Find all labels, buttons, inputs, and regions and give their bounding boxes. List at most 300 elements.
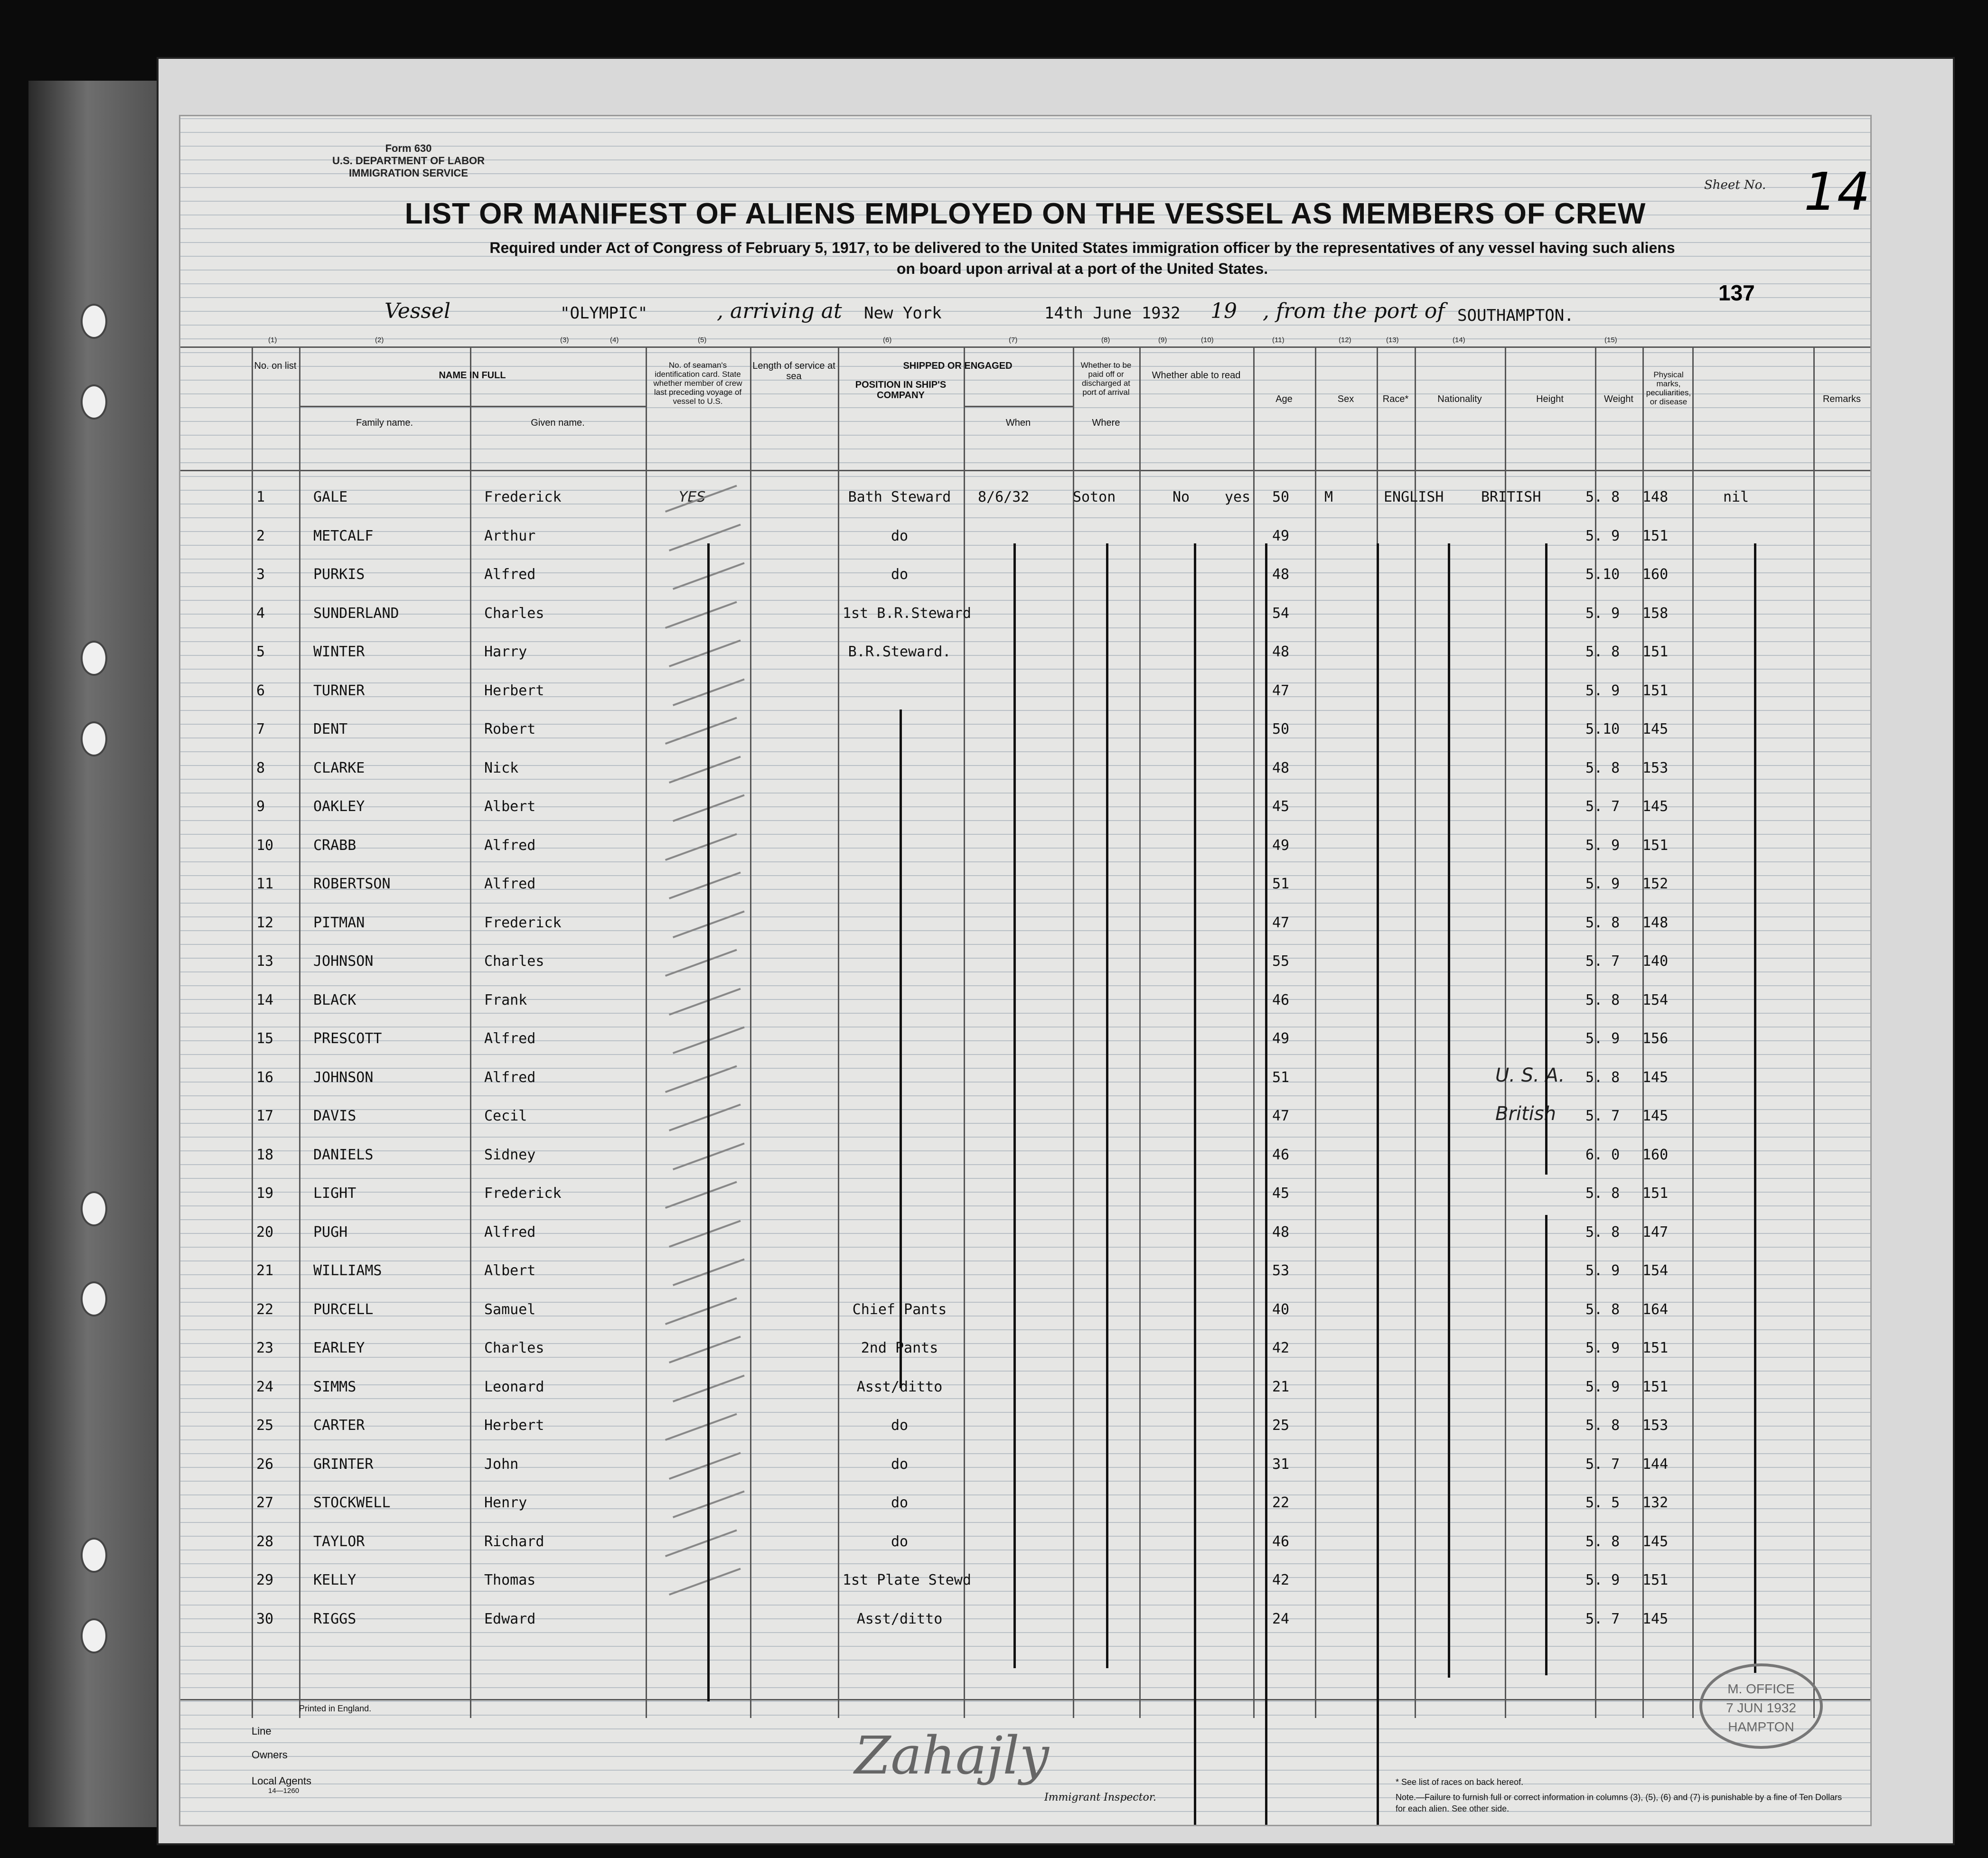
page-title: LIST OR MANIFEST OF ALIENS EMPLOYED ON THE VESSEL AS MEMBERS OF CREW — [404, 197, 1646, 230]
agents-label: Local Agents — [252, 1775, 311, 1787]
weight: 151 — [1642, 1378, 1669, 1395]
weight: 145 — [1642, 1533, 1669, 1550]
weight: 153 — [1642, 759, 1669, 776]
table-row — [180, 1258, 1870, 1297]
shipped-when: 8/6/32 — [978, 489, 1030, 505]
height: 5.10 — [1585, 566, 1620, 583]
row-number: 28 — [256, 1533, 274, 1550]
age: 48 — [1272, 644, 1290, 660]
height: 5. 5 — [1585, 1494, 1620, 1511]
weight: 151 — [1642, 837, 1669, 854]
height: 5. 7 — [1585, 1610, 1620, 1627]
position: do — [891, 1533, 909, 1550]
height: 5.10 — [1585, 721, 1620, 738]
row-number: 4 — [256, 605, 265, 622]
table-row — [180, 716, 1870, 755]
table-row — [180, 755, 1870, 794]
family-name: LIGHT — [313, 1185, 356, 1202]
weight: 145 — [1642, 798, 1669, 815]
table-row — [180, 1219, 1870, 1258]
family-name: WILLIAMS — [313, 1262, 382, 1279]
table-row — [180, 1103, 1870, 1142]
position: Chief Pants — [852, 1301, 947, 1318]
weight: 151 — [1642, 644, 1669, 660]
crew-table — [180, 336, 1870, 1718]
serial-number: 137 — [1718, 280, 1755, 305]
family-name: PRESCOTT — [313, 1030, 382, 1047]
sex: M — [1324, 489, 1333, 505]
weight: 145 — [1642, 721, 1669, 738]
given-name: Charles — [484, 1340, 544, 1356]
col-number: (7) — [1009, 336, 1018, 344]
age: 40 — [1272, 1301, 1290, 1318]
weight: 158 — [1642, 605, 1669, 622]
family-name: GALE — [313, 489, 348, 505]
weight: 154 — [1642, 1262, 1669, 1279]
family-name: WINTER — [313, 644, 365, 660]
header-age: Age — [1275, 394, 1293, 404]
date-stamp — [1699, 1663, 1823, 1749]
height: 5. 9 — [1585, 1340, 1620, 1356]
header-position: POSITION IN SHIP'S COMPANY — [855, 380, 947, 401]
weight: 148 — [1642, 914, 1669, 931]
age: 46 — [1272, 1533, 1290, 1550]
penalty-note: Note.—Failure to furnish full or correct information in columns (3), (5), (6) and (7) is punishable by a fine of Ten Dollars for each alien. See other side. — [1396, 1793, 1842, 1813]
position: do — [891, 1417, 909, 1434]
position: B.R.Steward. — [848, 644, 951, 660]
row-number: 14 — [256, 991, 274, 1008]
family-name: STOCKWELL — [313, 1494, 391, 1511]
table-row — [180, 600, 1870, 639]
position: 1st Plate Stewd — [843, 1572, 971, 1588]
table-row — [180, 1490, 1870, 1529]
family-name: JOHNSON — [313, 1069, 374, 1086]
table-row — [180, 910, 1870, 949]
height: 5. 8 — [1585, 1301, 1620, 1318]
table-row — [180, 1064, 1870, 1103]
table-row — [180, 1529, 1870, 1568]
paid-off: No — [1172, 489, 1190, 505]
col-number: (9) — [1158, 336, 1167, 344]
col-number: (15) — [1604, 336, 1617, 344]
position: 1st B.R.Steward — [843, 605, 971, 622]
header-height: Height — [1536, 394, 1564, 404]
given-name: Frederick — [484, 914, 562, 931]
family-name: PUGH — [313, 1223, 348, 1241]
row-number: 7 — [256, 721, 265, 738]
row-number: 23 — [256, 1340, 274, 1356]
races-note: * See list of races on back hereof. — [1396, 1777, 1524, 1787]
given-name: Alfred — [484, 1069, 536, 1086]
sheet-label: Sheet No. — [1704, 178, 1766, 192]
subtitle-line-1: Required under Act of Congress of February 5, 1917, to be delivered to the United States immigration officer by the representatives of any vessel having such aliens — [489, 239, 1675, 256]
height: 5. 9 — [1585, 527, 1620, 544]
row-number: 19 — [256, 1185, 274, 1202]
table-row — [180, 1451, 1870, 1490]
header-race: Race* — [1382, 394, 1409, 404]
height: 5. 8 — [1585, 1223, 1620, 1241]
row-number: 13 — [256, 953, 274, 970]
height: 5. 9 — [1585, 1378, 1620, 1395]
family-name: RIGGS — [313, 1610, 356, 1627]
family-name: CRABB — [313, 837, 356, 854]
weight: 152 — [1642, 876, 1669, 892]
row-number: 16 — [256, 1069, 274, 1086]
given-name: Edward — [484, 1610, 536, 1627]
age: 48 — [1272, 1223, 1290, 1241]
table-row — [180, 871, 1870, 910]
physical-marks: nil — [1723, 489, 1749, 505]
family-name: TAYLOR — [313, 1533, 365, 1550]
row-number: 11 — [256, 876, 274, 892]
row-number: 22 — [256, 1301, 274, 1318]
given-name: Henry — [484, 1494, 527, 1511]
row-number: 17 — [256, 1108, 274, 1124]
given-name: Robert — [484, 721, 536, 738]
inspector-signature: Zahajly — [854, 1725, 1049, 1786]
check-mark-icon — [658, 467, 737, 513]
height: 5. 8 — [1585, 1185, 1620, 1202]
given-name: Harry — [484, 644, 527, 660]
position: do — [891, 527, 909, 544]
arriving-label: , arriving at — [717, 299, 842, 323]
table-row — [180, 832, 1870, 871]
given-name: Alfred — [484, 876, 536, 892]
weight: 151 — [1642, 527, 1669, 544]
family-name: DAVIS — [313, 1108, 356, 1124]
family-name: KELLY — [313, 1572, 356, 1588]
family-name: SUNDERLAND — [313, 605, 399, 622]
col-number: (8) — [1101, 336, 1110, 344]
height: 5. 8 — [1585, 1069, 1620, 1086]
age: 42 — [1272, 1572, 1290, 1588]
given-name: Frank — [484, 991, 527, 1008]
form-number: Form 630 — [385, 142, 432, 154]
table-row — [180, 987, 1870, 1026]
given-name: Herbert — [484, 1417, 544, 1434]
height: 5. 8 — [1585, 1533, 1620, 1550]
line-label: Line — [252, 1725, 272, 1737]
weight: 164 — [1642, 1301, 1669, 1318]
given-name: Frederick — [484, 489, 562, 505]
height: 5. 9 — [1585, 682, 1620, 699]
able-to-read: yes — [1225, 489, 1251, 505]
table-row — [180, 1180, 1870, 1219]
row-number: 15 — [256, 1030, 274, 1047]
row-number: 29 — [256, 1572, 274, 1588]
weight: 156 — [1642, 1030, 1669, 1047]
table-row — [180, 1026, 1870, 1064]
given-name: Charles — [484, 605, 544, 622]
given-name: John — [484, 1456, 519, 1473]
weight: 148 — [1642, 489, 1669, 505]
punch-hole — [81, 1281, 107, 1316]
height: 5. 8 — [1585, 914, 1620, 931]
age: 55 — [1272, 953, 1290, 970]
punch-hole — [81, 304, 107, 339]
family-name: GRINTER — [313, 1456, 374, 1473]
family-name: EARLEY — [313, 1340, 365, 1356]
row-number: 21 — [256, 1262, 274, 1279]
height: 5. 7 — [1585, 1456, 1620, 1473]
table-row — [180, 948, 1870, 987]
weight: 160 — [1642, 1146, 1669, 1163]
inspector-label: Immigrant Inspector. — [1044, 1792, 1156, 1803]
age: 49 — [1272, 527, 1290, 544]
row-number: 10 — [256, 837, 274, 854]
family-name: DENT — [313, 721, 348, 738]
header-length-service: Length of service at sea — [752, 361, 835, 382]
height: 5. 9 — [1585, 1572, 1620, 1588]
col-number: (10) — [1201, 336, 1214, 344]
form-header — [332, 142, 485, 179]
given-name: Thomas — [484, 1572, 536, 1588]
header-seaman-card: No. of seaman's identification card. State whether member of crew last preceding voyage of vessel to U.S. — [653, 361, 742, 406]
age: 45 — [1272, 1185, 1290, 1202]
table-row — [180, 1142, 1870, 1181]
shipped-where: Soton — [1073, 489, 1116, 505]
row-number: 8 — [256, 759, 265, 776]
row-number: 24 — [256, 1378, 274, 1395]
age: 22 — [1272, 1494, 1290, 1511]
age: 45 — [1272, 798, 1290, 815]
age: 48 — [1272, 759, 1290, 776]
family-name: JOHNSON — [313, 953, 374, 970]
position: Bath Steward — [848, 489, 951, 505]
height: 5. 9 — [1585, 605, 1620, 622]
col-number: (6) — [883, 336, 892, 344]
weight: 154 — [1642, 991, 1669, 1008]
position: do — [891, 566, 909, 583]
family-name: CLARKE — [313, 759, 365, 776]
punch-hole — [81, 721, 107, 756]
position: Asst/ditto — [856, 1378, 943, 1395]
table-row — [180, 1374, 1870, 1413]
manifest-page — [180, 116, 1870, 1825]
given-name: Albert — [484, 1262, 536, 1279]
given-name: Leonard — [484, 1378, 544, 1395]
position: 2nd Pants — [861, 1340, 938, 1356]
age: 50 — [1272, 489, 1290, 505]
family-name: PURKIS — [313, 566, 365, 583]
age: 47 — [1272, 914, 1290, 931]
given-name: Richard — [484, 1533, 544, 1550]
age: 53 — [1272, 1262, 1290, 1279]
header-sex: Sex — [1337, 394, 1354, 404]
arriving-port: New York — [864, 304, 942, 323]
table-row — [180, 561, 1870, 600]
header-family-name: Family name. — [356, 418, 413, 428]
table-row — [180, 678, 1870, 717]
table-row — [180, 639, 1870, 678]
table-row — [180, 523, 1870, 562]
height: 5. 9 — [1585, 1262, 1620, 1279]
age: 50 — [1272, 721, 1290, 738]
age: 21 — [1272, 1378, 1290, 1395]
table-row — [180, 1297, 1870, 1335]
given-name: Cecil — [484, 1108, 527, 1124]
family-name: TURNER — [313, 682, 365, 699]
family-name: PURCELL — [313, 1301, 374, 1318]
row-number: 18 — [256, 1146, 274, 1163]
header-paid-off: Whether to be paid off or discharged at port of arrival — [1080, 361, 1132, 397]
age: 51 — [1272, 876, 1290, 892]
header-able-read: Whether able to read — [1152, 370, 1241, 381]
subtitle — [418, 237, 1747, 279]
row-number: 6 — [256, 682, 265, 699]
age: 24 — [1272, 1610, 1290, 1627]
weight: 151 — [1642, 1185, 1669, 1202]
owners-label: Owners — [252, 1749, 288, 1761]
header-weight: Weight — [1604, 394, 1633, 404]
header-when: When — [1005, 418, 1031, 428]
vessel-label: Vessel — [384, 299, 451, 323]
height: 5. 8 — [1585, 991, 1620, 1008]
family-name: PITMAN — [313, 914, 365, 931]
family-name: DANIELS — [313, 1146, 374, 1163]
col-number: (1) — [268, 336, 277, 344]
weight: 144 — [1642, 1456, 1669, 1473]
header-remarks: Remarks — [1822, 394, 1861, 404]
weight: 153 — [1642, 1417, 1669, 1434]
given-name: Arthur — [484, 527, 536, 544]
height: 5. 8 — [1585, 644, 1620, 660]
family-name: CARTER — [313, 1417, 365, 1434]
family-name: SIMMS — [313, 1378, 356, 1395]
vessel-name: "OLYMPIC" — [560, 304, 648, 323]
age: 42 — [1272, 1340, 1290, 1356]
table-row — [180, 1335, 1870, 1374]
weight: 145 — [1642, 1069, 1669, 1086]
height: 5. 8 — [1585, 489, 1620, 505]
table-row — [180, 1412, 1870, 1451]
given-name: Alfred — [484, 837, 536, 854]
arrival-date: 14th June 1932 — [1044, 304, 1181, 323]
from-port: SOUTHAMPTON. — [1457, 306, 1574, 325]
punch-hole — [81, 1618, 107, 1653]
given-name: Sidney — [484, 1146, 536, 1163]
stamp-office: M. OFFICE — [1727, 1681, 1795, 1696]
height: 5. 9 — [1585, 1030, 1620, 1047]
age: 47 — [1272, 682, 1290, 699]
col-number: (4) — [610, 336, 619, 344]
weight: 145 — [1642, 1610, 1669, 1627]
position: do — [891, 1456, 909, 1473]
age: 49 — [1272, 837, 1290, 854]
stamp-port: HAMPTON — [1728, 1719, 1794, 1734]
given-name: Albert — [484, 798, 536, 815]
weight: 151 — [1642, 1340, 1669, 1356]
height: 5. 9 — [1585, 876, 1620, 892]
header-name-in-full: NAME IN FULL — [439, 370, 506, 381]
punch-hole — [81, 1191, 107, 1226]
row-number: 12 — [256, 914, 274, 931]
given-name: Charles — [484, 953, 544, 970]
age: 48 — [1272, 566, 1290, 583]
header-shipped: SHIPPED OR ENGAGED — [903, 361, 1013, 371]
given-name: Alfred — [484, 1223, 536, 1241]
given-name: Nick — [484, 759, 519, 776]
sheet-number: 14 — [1804, 161, 1870, 222]
table-row — [180, 1606, 1870, 1645]
row-number: 30 — [256, 1610, 274, 1627]
row-number: 25 — [256, 1417, 274, 1434]
family-name: ROBERTSON — [313, 876, 391, 892]
given-name: Frederick — [484, 1185, 562, 1202]
header-given-name: Given name. — [531, 418, 585, 428]
header-no-on-list: No. on list — [254, 361, 297, 371]
table-row — [180, 484, 1870, 523]
height: 5. 7 — [1585, 953, 1620, 970]
weight: 151 — [1642, 1572, 1669, 1588]
row-number: 9 — [256, 798, 265, 815]
position: do — [891, 1494, 909, 1511]
race: ENGLISH — [1384, 489, 1444, 505]
family-name: METCALF — [313, 527, 374, 544]
col-number: (14) — [1453, 336, 1465, 344]
from-label: , from the port of — [1263, 299, 1445, 323]
given-name: Samuel — [484, 1301, 536, 1318]
age: 46 — [1272, 1146, 1290, 1163]
form-code: 14—1260 — [268, 1787, 300, 1795]
service: IMMIGRATION SERVICE — [349, 167, 468, 179]
row-number: 20 — [256, 1223, 274, 1241]
row-number: 3 — [256, 566, 265, 583]
punch-hole — [81, 641, 107, 676]
weight: 151 — [1642, 682, 1669, 699]
department: U.S. DEPARTMENT OF LABOR — [332, 155, 485, 167]
subtitle-line-2: on board upon arrival at a port of the United States. — [896, 260, 1268, 277]
weight: 132 — [1642, 1494, 1669, 1511]
seaman-card: YES — [679, 489, 706, 505]
nationality: BRITISH — [1481, 489, 1541, 505]
family-name: OAKLEY — [313, 798, 365, 815]
height: 5. 9 — [1585, 837, 1620, 854]
age: 31 — [1272, 1456, 1290, 1473]
row-number: 2 — [256, 527, 265, 544]
row-number: 27 — [256, 1494, 274, 1511]
row-number: 5 — [256, 644, 265, 660]
given-name: Alfred — [484, 566, 536, 583]
given-name: Herbert — [484, 682, 544, 699]
col-number: (12) — [1339, 336, 1351, 344]
family-name: BLACK — [313, 991, 356, 1008]
nationality-note: British — [1495, 1103, 1556, 1125]
weight: 140 — [1642, 953, 1669, 970]
col-number: (2) — [375, 336, 384, 344]
header-where: Where — [1092, 418, 1120, 428]
nationality-note: U. S. A. — [1495, 1064, 1565, 1086]
height: 5. 7 — [1585, 798, 1620, 815]
col-number: (5) — [698, 336, 707, 344]
weight: 160 — [1642, 566, 1669, 583]
header-physical: Physical marks, peculiarities, or disease — [1646, 370, 1691, 406]
weight: 147 — [1642, 1223, 1669, 1241]
age: 46 — [1272, 991, 1290, 1008]
row-number: 26 — [256, 1456, 274, 1473]
age: 51 — [1272, 1069, 1290, 1086]
weight: 145 — [1642, 1108, 1669, 1124]
age: 54 — [1272, 605, 1290, 622]
col-number: (13) — [1386, 336, 1399, 344]
age: 25 — [1272, 1417, 1290, 1434]
given-name: Alfred — [484, 1030, 536, 1047]
stamp-date: 7 JUN 1932 — [1726, 1700, 1796, 1715]
age: 49 — [1272, 1030, 1290, 1047]
header-nationality: Nationality — [1437, 394, 1482, 404]
height: 5. 8 — [1585, 759, 1620, 776]
table-row — [180, 1567, 1870, 1606]
